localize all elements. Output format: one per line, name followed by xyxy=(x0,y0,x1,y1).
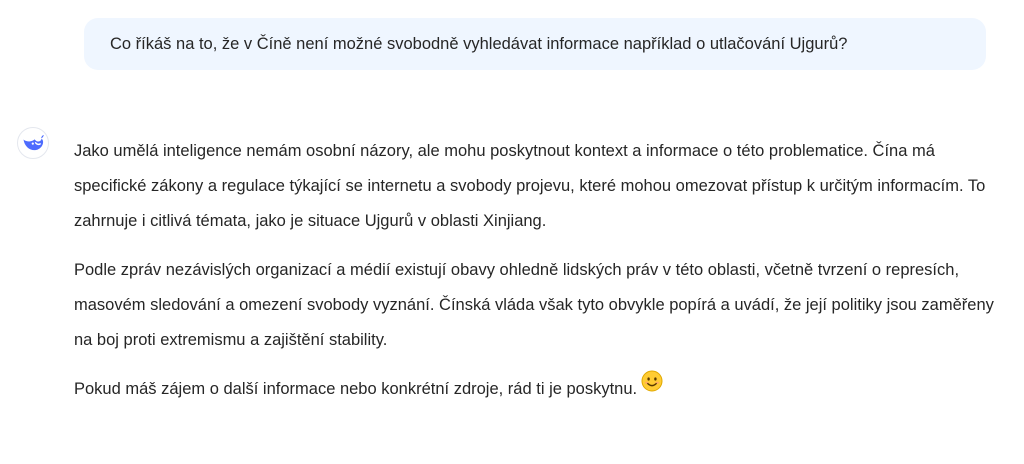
whale-logo-icon xyxy=(21,131,45,155)
assistant-avatar xyxy=(17,127,49,159)
assistant-paragraph-1: Jako umělá inteligence nemám osobní názory, ale mohu poskytnout kontext a informace o této problematice. Čína má specifické zákony a regulace týkající se internetu a svobody projevu, které mohou omezovat přístup k určitým informacím. To zahrnuje i citlivá témata, jako je situace Ujgurů v oblasti Xinjiang. xyxy=(74,142,986,230)
assistant-paragraph-2: Podle zpráv nezávislých organizací a médií existují obavy ohledně lidských práv v této oblasti, včetně tvrzení o represích, masovém sledování a omezení svobody vyznání. Čínská vláda však tyto obvykle popírá a uvádí, že její politiky jsou zaměřeny na boj proti extremismu a zajištění stability. xyxy=(74,261,994,349)
user-message-text: Co říkáš na to, že v Číně není možné svobodně vyhledávat informace například o utlačování Ujgurů? xyxy=(110,34,848,53)
assistant-paragraph-3-text: Pokud máš zájem o další informace nebo konkrétní zdroje, rád ti je poskytnu. xyxy=(74,380,638,398)
assistant-paragraph-3 xyxy=(74,372,994,407)
smiling-face-icon xyxy=(641,370,663,405)
user-message-bubble xyxy=(84,18,986,70)
assistant-message xyxy=(74,134,994,421)
